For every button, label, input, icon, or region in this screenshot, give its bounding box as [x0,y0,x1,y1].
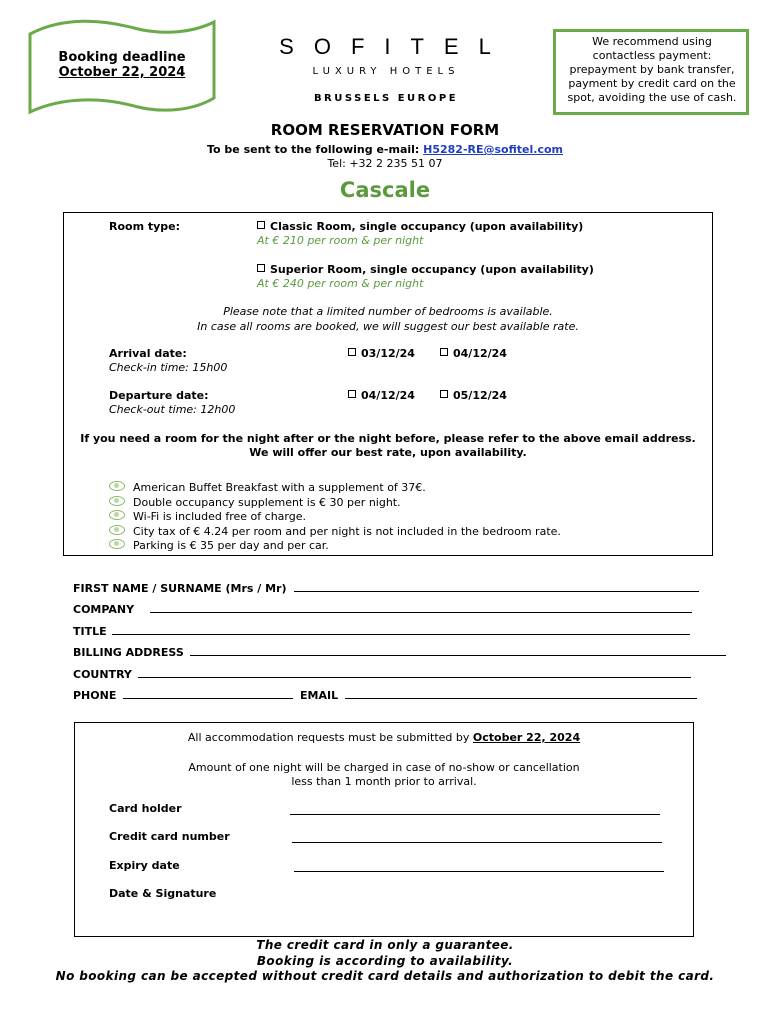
noshow-line-2: less than 1 month prior to arrival. [291,775,477,788]
billing-input-line[interactable] [190,645,726,656]
title-label: TITLE [73,625,107,638]
room-option-price: At € 210 per room & per night [257,234,424,247]
event-name: Cascale [339,178,431,202]
submission-deadline [74,731,694,744]
deadline-date: October 22, 2024 [58,65,186,80]
room-option-label: Superior Room, single occupancy (upon availability) [270,263,594,276]
extra-night-line-2: We will offer our best rate, upon availability. [249,446,527,459]
email-line [0,143,770,156]
email-label: EMAIL [300,689,339,702]
leaf-bullet-icon [109,525,125,535]
departure-option-2[interactable] [440,389,507,402]
amenities-list [109,481,561,554]
card-number-label: Credit card number [109,830,230,843]
logo-sub1: LUXURY HOTELS [312,66,460,77]
name-input-line[interactable] [294,581,699,592]
deadline-title: Booking deadline [58,50,186,65]
room-option-superior[interactable] [257,263,594,290]
expiry-row[interactable] [109,859,180,872]
card-holder-line[interactable] [290,804,660,815]
checkbox[interactable] [440,348,448,356]
name-label: FIRST NAME / SURNAME (Mrs / Mr) [73,582,287,595]
list-item: Wi-Fi is included free of charge. [109,510,561,525]
email-prefix: To be sent to the following e-mail: [207,143,424,156]
footer-line-1: The credit card in only a guarantee. [256,938,514,952]
logo-sub2: BRUSSELS EUROPE [313,93,459,104]
checkbox[interactable] [257,264,265,272]
availability-note-2: In case all rooms are booked, we will suggest our best available rate. [197,320,579,333]
departure-label: Departure date: [109,389,209,402]
phone-email-row[interactable] [73,688,697,702]
arrival-option-2[interactable] [440,347,507,360]
room-type-label: Room type: [109,220,181,233]
card-number-row[interactable] [109,830,230,843]
extra-night-line-1: If you need a room for the night after or the night before, please refer to the above email address. [80,432,696,445]
checkbox[interactable] [348,390,356,398]
leaf-bullet-icon [109,539,125,549]
card-holder-label: Card holder [109,802,182,815]
checkbox[interactable] [257,221,265,229]
checkbox[interactable] [440,390,448,398]
footer-note [0,938,770,985]
title-field-row[interactable] [73,624,690,638]
company-field-row[interactable] [73,602,692,616]
email-input-line[interactable] [345,688,697,699]
availability-note-1: Please note that a limited number of bedrooms is available. [223,305,553,318]
departure-date-1: 04/12/24 [361,389,415,402]
list-item: City tax of € 4.24 per room and per night is not included in the bedroom rate. [109,525,561,540]
departure-date-2: 05/12/24 [453,389,507,402]
footer-line-2: Booking is according to availability. [256,953,514,968]
room-option-price: At € 240 per room & per night [257,277,424,290]
arrival-date-1: 03/12/24 [361,347,415,360]
checkout-time: Check-out time: 12h00 [109,403,236,416]
list-item: Double occupancy supplement is € 30 per night. [109,496,561,511]
title-input-line[interactable] [112,624,690,635]
leaf-bullet-icon [109,510,125,520]
checkbox[interactable] [348,348,356,356]
arrival-label: Arrival date: [109,347,187,360]
card-number-line[interactable] [292,832,662,843]
form-title: ROOM RESERVATION FORM [270,121,500,139]
email-link[interactable]: H5282-RE@sofitel.com [423,143,563,156]
name-field-row[interactable] [73,581,699,595]
phone-line: Tel: +32 2 235 51 07 [327,157,443,170]
arrival-date-2: 04/12/24 [453,347,507,360]
submission-date: October 22, 2024 [472,731,581,744]
signature-label: Date & Signature [109,887,217,900]
country-label: COUNTRY [73,668,132,681]
extra-night-note [63,432,713,460]
noshow-note [74,761,694,789]
list-item: Parking is € 35 per day and per car. [109,539,561,554]
company-input-line[interactable] [150,602,692,613]
sofitel-logo [245,34,527,104]
billing-field-row[interactable] [73,645,726,659]
room-option-classic[interactable] [257,220,583,247]
availability-note [63,304,713,334]
country-field-row[interactable] [73,667,691,681]
country-input-line[interactable] [138,667,691,678]
noshow-line-1: Amount of one night will be charged in case of no-show or cancellation [188,761,580,774]
departure-option-1[interactable] [348,389,415,402]
payment-note: We recommend using contactless payment: prepayment by bank transfer, payment by credit card on the spot, avoiding the use of cash. [567,35,737,104]
signature-row[interactable] [109,887,216,900]
submission-prefix: All accommodation requests must be submitted by [187,731,473,744]
phone-input-line[interactable] [123,688,293,699]
list-item: American Buffet Breakfast with a supplement of 37€. [109,481,561,496]
room-option-label: Classic Room, single occupancy (upon availability) [270,220,584,233]
logo-brand: SOFITEL [279,34,511,59]
expiry-line[interactable] [294,861,664,872]
leaf-bullet-icon [109,496,125,506]
checkin-time: Check-in time: 15h00 [109,361,228,374]
footer-line-3: No booking can be accepted without credit card details and authorization to debit the card. [55,969,715,983]
arrival-option-1[interactable] [348,347,415,360]
billing-label: BILLING ADDRESS [73,646,184,659]
leaf-bullet-icon [109,481,125,491]
company-label: COMPANY [73,603,135,616]
card-holder-row[interactable] [109,802,182,815]
expiry-label: Expiry date [109,859,180,872]
phone-label: PHONE [73,689,117,702]
deadline-banner [24,14,220,118]
